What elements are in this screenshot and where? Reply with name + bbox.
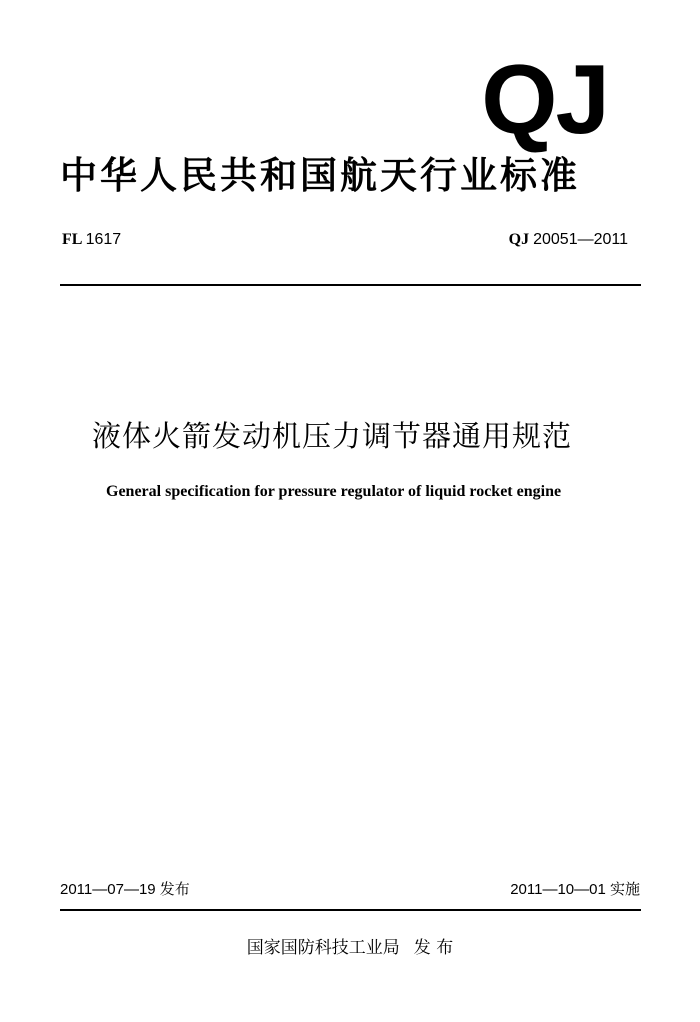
document-title-chinese: 液体火箭发动机压力调节器通用规范 (92, 419, 573, 453)
qj-logo: QJ (481, 44, 608, 154)
publisher-line (0, 936, 700, 960)
document-title-english: General specification for pressure regulator of liquid rocket engine (106, 483, 562, 500)
fl-prefix: FL (62, 231, 82, 248)
standard-prefix: QJ (508, 231, 530, 248)
fl-number: 1617 (85, 231, 122, 248)
standard-category-title: 中华人民共和国航天行业标准 (60, 154, 580, 197)
top-divider (60, 284, 641, 286)
standard-number-value: 20051—2011 (533, 231, 628, 248)
publisher-name: 国家国防科技工业局 (246, 938, 400, 958)
standard-number (509, 230, 628, 250)
effective-date: 2011—10—01 实施 (510, 881, 640, 898)
issue-date: 2011—07—19 发布 (60, 881, 190, 898)
publisher-action: 发 布 (413, 938, 454, 958)
fl-classification-code (62, 230, 121, 250)
bottom-divider (60, 909, 641, 911)
